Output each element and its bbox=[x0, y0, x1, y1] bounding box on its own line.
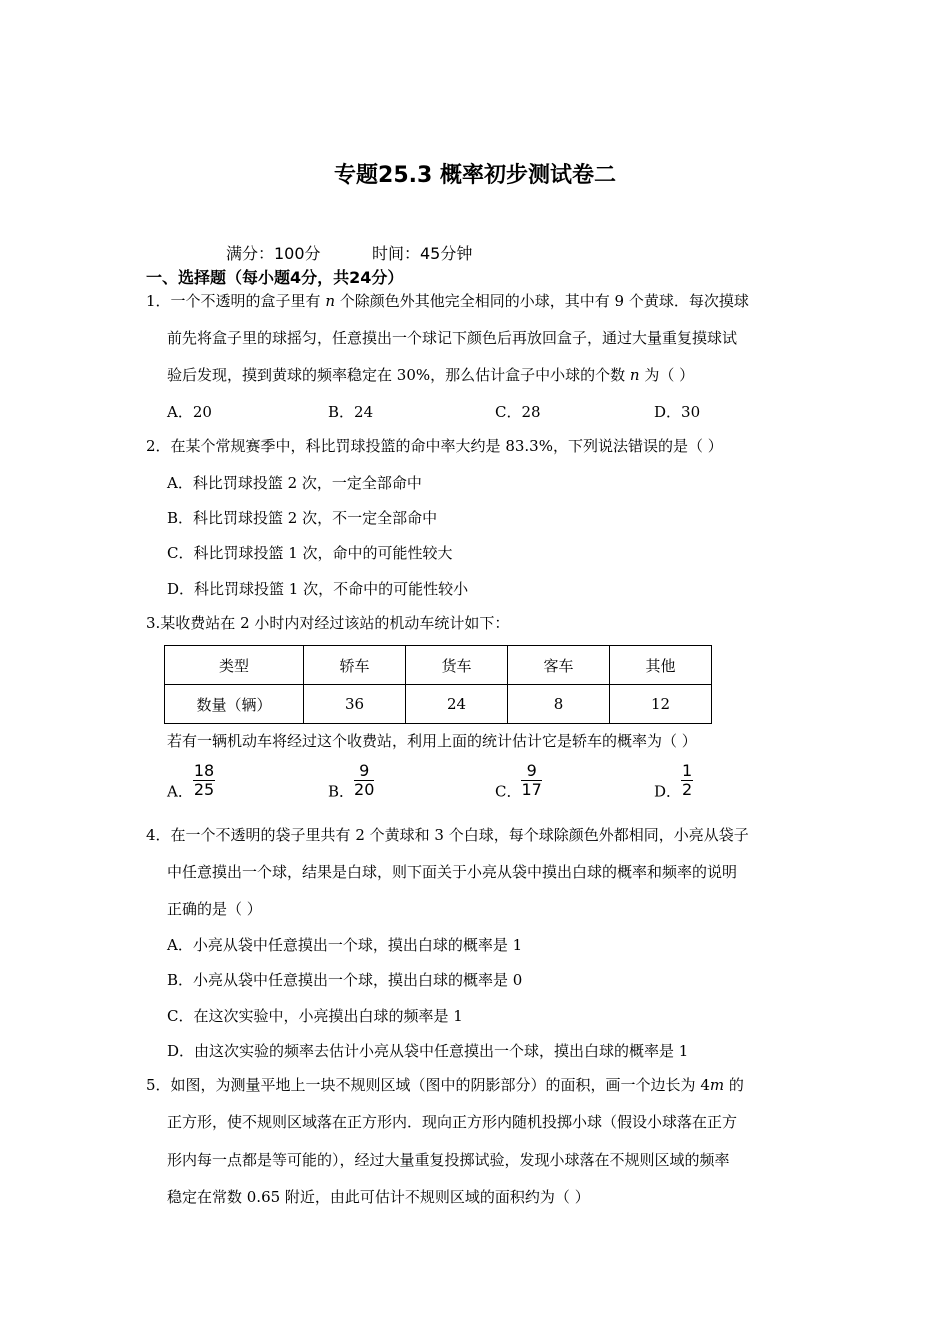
q1-var-n: n bbox=[325, 292, 335, 310]
table-cell: 8 bbox=[508, 685, 610, 724]
q5-line1 bbox=[146, 1075, 744, 1095]
q1-option-a[interactable]: A．20 bbox=[167, 403, 212, 421]
table-row bbox=[165, 685, 712, 724]
q4-line1: 4．在一个不透明的袋子里共有 2 个黄球和 3 个白球，每个球除颜色外都相同，小亮从袋子 bbox=[146, 826, 749, 844]
q1-option-d[interactable]: D．30 bbox=[654, 403, 701, 421]
q5-text-b: 的 bbox=[724, 1076, 744, 1094]
option-label: C． bbox=[495, 782, 522, 801]
denominator: 20 bbox=[354, 780, 375, 799]
numerator: 18 bbox=[193, 761, 215, 780]
q4-option-d[interactable]: D．由这次实验的频率去估计小亮从袋中任意摸出一个球，摸出白球的概率是 1 bbox=[167, 1042, 689, 1060]
q3-option-c[interactable] bbox=[495, 762, 542, 802]
option-label: B． bbox=[328, 782, 355, 801]
q1-option-c[interactable]: C．28 bbox=[495, 403, 541, 421]
q5-var-m: m bbox=[709, 1076, 725, 1094]
fraction bbox=[521, 762, 541, 799]
time-info: 时间：45分钟 bbox=[372, 244, 473, 263]
table-cell: 货车 bbox=[406, 646, 508, 685]
denominator: 2 bbox=[682, 780, 693, 799]
q5-line3: 形内每一点都是等可能的），经过大量重复投掷试验，发现小球落在不规则区域的频率 bbox=[167, 1151, 730, 1169]
denominator: 17 bbox=[521, 780, 542, 799]
q3-question: 若有一辆机动车将经过这个收费站，利用上面的统计估计它是轿车的概率为（ ） bbox=[167, 732, 697, 750]
q4-line3: 正确的是（ ） bbox=[167, 900, 262, 918]
q1-text-b: 个除颜色外其他完全相同的小球，其中有 9 个黄球．每次摸球 bbox=[335, 292, 749, 310]
numerator: 9 bbox=[354, 762, 374, 781]
table-cell: 其他 bbox=[610, 646, 712, 685]
fraction bbox=[193, 762, 215, 799]
q5-line2: 正方形，使不规则区域落在正方形内．现向正方形内随机投掷小球（假设小球落在正方 bbox=[167, 1113, 738, 1131]
table-cell: 数量（辆） bbox=[165, 685, 304, 724]
q3-option-a[interactable] bbox=[167, 762, 215, 802]
table-cell: 36 bbox=[304, 685, 406, 724]
stats-table bbox=[164, 645, 712, 724]
numerator: 9 bbox=[521, 762, 541, 781]
q2-option-a[interactable]: A．科比罚球投篮 2 次，一定全部命中 bbox=[167, 474, 422, 492]
section-heading: 一、选择题（每小题4分，共24分） bbox=[146, 268, 404, 287]
q1-option-b[interactable]: B．24 bbox=[328, 403, 374, 421]
q4-line2: 中任意摸出一个球，结果是白球，则下面关于小亮从袋中摸出白球的概率和频率的说明 bbox=[167, 863, 738, 881]
q4-option-b[interactable]: B．小亮从袋中任意摸出一个球，摸出白球的概率是 0 bbox=[167, 971, 523, 989]
table-row bbox=[165, 646, 712, 685]
q1-line2: 前先将盒子里的球摇匀，任意摸出一个球记下颜色后再放回盒子，通过大量重复摸球试 bbox=[167, 329, 738, 347]
fraction bbox=[354, 762, 374, 799]
score-info: 满分：100分 bbox=[226, 244, 321, 263]
q2-option-b[interactable]: B．科比罚球投篮 2 次，不一定全部命中 bbox=[167, 509, 438, 527]
q2-option-c[interactable]: C．科比罚球投篮 1 次，命中的可能性较大 bbox=[167, 544, 453, 562]
q5-text-a: 5．如图，为测量平地上一块不规则区域（图中的阴影部分）的面积，画一个边长为 4 bbox=[146, 1076, 710, 1094]
table-cell: 12 bbox=[610, 685, 712, 724]
q2-stem: 2．在某个常规赛季中，科比罚球投篮的命中率大约是 83.3%，下列说法错误的是（ ） bbox=[146, 437, 723, 455]
q4-option-a[interactable]: A．小亮从袋中任意摸出一个球，摸出白球的概率是 1 bbox=[167, 936, 523, 954]
q2-option-d[interactable]: D．科比罚球投篮 1 次，不命中的可能性较小 bbox=[167, 580, 469, 598]
q1-var-n2: n bbox=[629, 366, 640, 384]
numerator: 1 bbox=[682, 761, 693, 780]
table-cell: 客车 bbox=[508, 646, 610, 685]
option-label: A． bbox=[167, 782, 193, 801]
q1-line1 bbox=[146, 291, 749, 311]
q1-line3 bbox=[167, 365, 694, 385]
table-cell: 24 bbox=[406, 685, 508, 724]
q1-text-c: 验后发现，摸到黄球的频率稳定在 30%，那么估计盒子中小球的个数 bbox=[167, 366, 630, 384]
q5-line4: 稳定在常数 0.65 附近，由此可估计不规则区域的面积约为（ ） bbox=[167, 1188, 590, 1206]
fraction bbox=[681, 762, 693, 799]
q1-text-a: 1．一个不透明的盒子里有 bbox=[146, 292, 326, 310]
q4-option-c[interactable]: C．在这次实验中，小亮摸出白球的频率是 1 bbox=[167, 1007, 463, 1025]
q3-stem: 3.某收费站在 2 小时内对经过该站的机动车统计如下： bbox=[146, 614, 510, 632]
q3-option-b[interactable] bbox=[328, 762, 374, 802]
denominator: 25 bbox=[193, 780, 215, 799]
option-label: D． bbox=[654, 782, 682, 801]
q3-option-d[interactable] bbox=[654, 762, 693, 802]
table-cell: 轿车 bbox=[304, 646, 406, 685]
q1-text-d: 为（ ） bbox=[639, 366, 695, 384]
page-title: 专题25.3 概率初步测试卷二 bbox=[334, 163, 616, 188]
table-cell: 类型 bbox=[165, 646, 304, 685]
